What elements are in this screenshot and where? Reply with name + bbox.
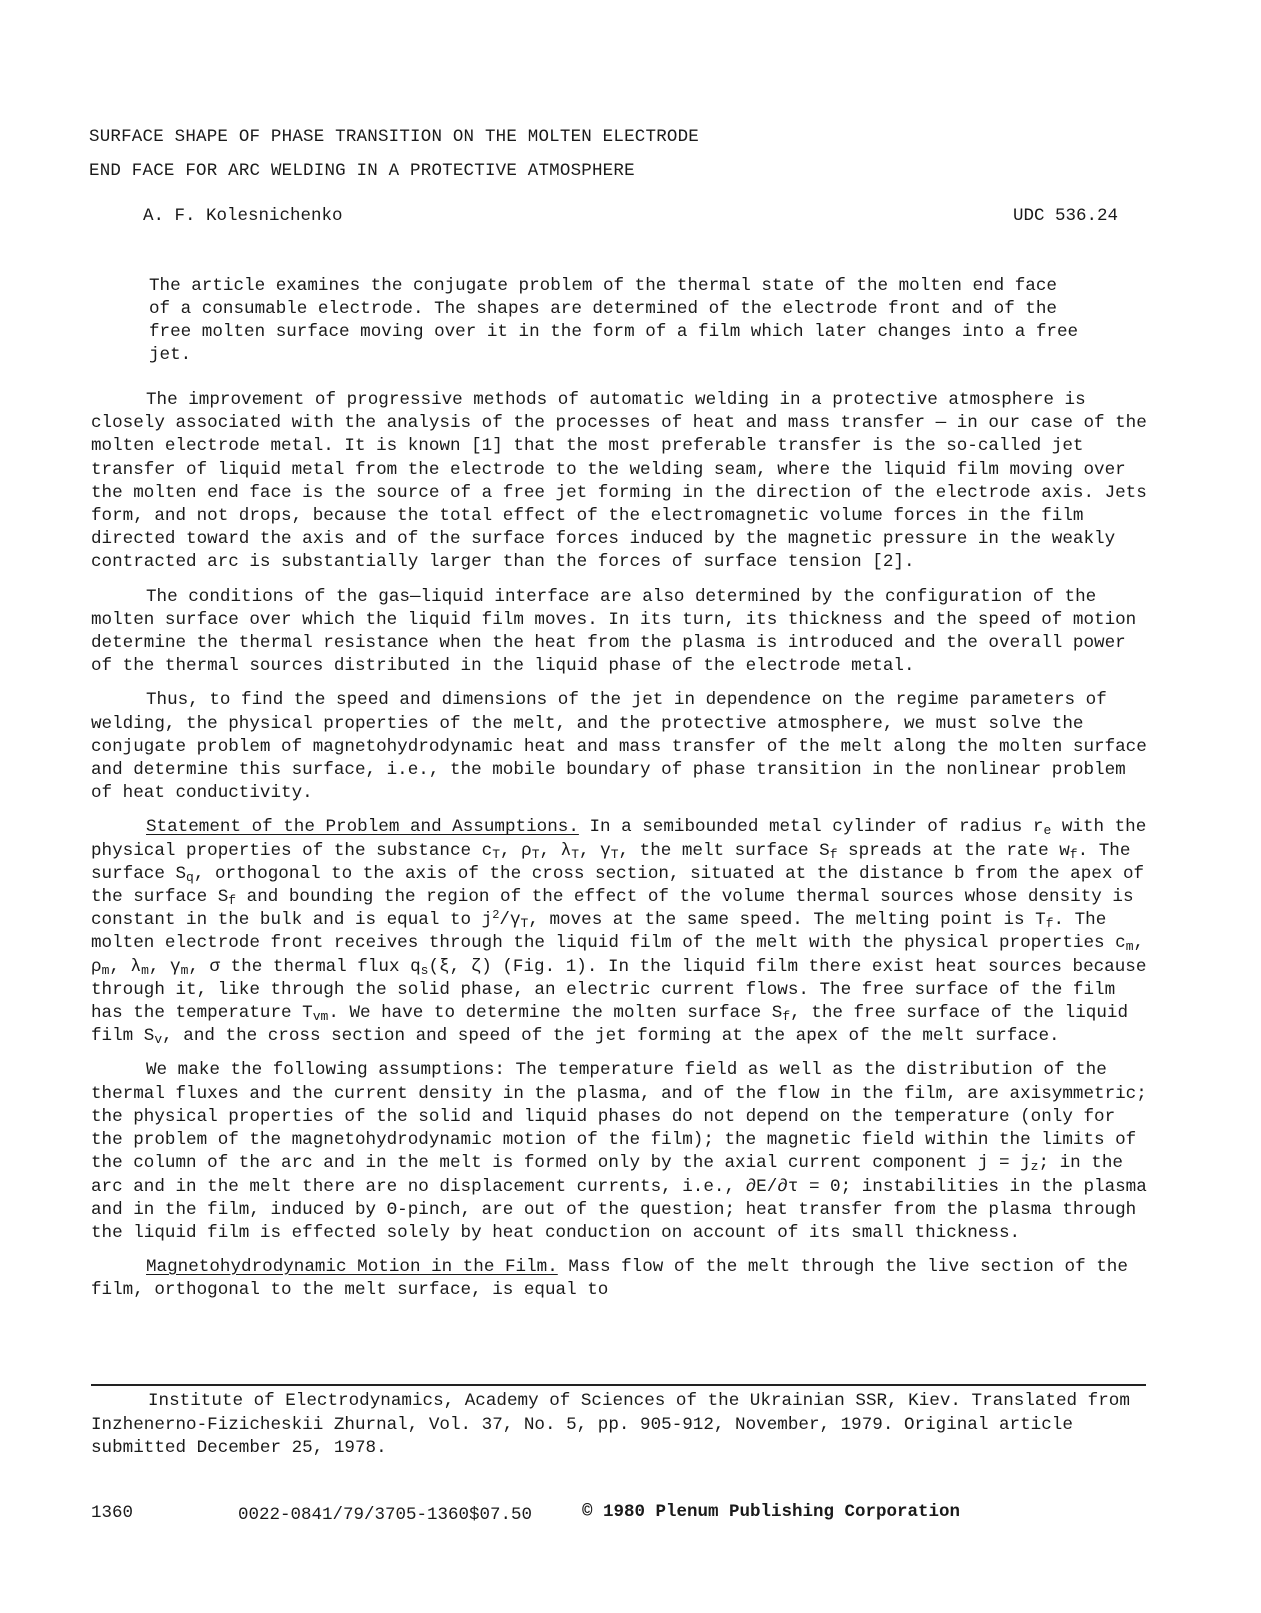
section-heading-problem: Statement of the Problem and Assumptions. [146,817,579,838]
paragraph-3: Thus, to find the speed and dimensions of the jet in dependence on the regime parameters of welding, the physical properties of the melt, and the protective atmosphere, we must solve the conjugate problem of magnetohydrodynamic heat and mass transfer of the melt along the molten surface and determine this surface, i.e., the mobile boundary of phase transition in the nonlinear problem of heat conductivity. [91,690,1147,804]
title-line-2: END FACE FOR ARC WELDING IN A PROTECTIVE ATMOSPHERE [89,161,635,181]
body-text [91,389,1153,1303]
udc-code: UDC 536.24 [1013,206,1119,226]
paragraph-1: The improvement of progressive methods of automatic welding in a protective atmosphere is closely associated with the analysis of the processes of heat and mass transfer — in our case of the molten electrode metal. It is known [1] that the most preferable transfer is the so-called jet transfer of liquid metal from the electrode to the welding seam, where the liquid film moving over the molten end face is the source of a free jet forming in the direction of the electrode axis. Jets form, and not drops, because the total effect of the electromagnetic volume forces in the film directed toward the axis and of the surface forces induced by the magnetic pressure in the weakly contracted arc is substantially larger than the forces of surface tension [2]. [91,390,1147,573]
paragraph-5: We make the following assumptions: The temperature field as well as the distribution of the thermal fluxes and the current density in the plasma, and of the flow in the film, are axisymmetric; the physical properties of the solid and liquid phases do not depend on the temperature (only for the problem of the magnetohydrodynamic motion of the film); the magnetic field within the limits of the column of the arc and in the melt is formed only by the axial current component $j = j_z$; in the arc and in the melt there are no displacement currents, i.e., ∂E/∂τ = 0; instabilities in the plasma and in the film, induced by Θ-pinch, are out of the question; heat transfer from the plasma through the liquid film is effected solely by heat conduction on account of its small thickness. [91,1060,1147,1243]
publisher-line: © 1980 Plenum Publishing Corporation [582,1502,961,1522]
journal-code: 0022-0841/79/3705-1360$07.50 [238,1505,533,1525]
title-line-1: SURFACE SHAPE OF PHASE TRANSITION ON THE MOLTEN ELECTRODE [89,127,699,147]
author: A. F. Kolesnichenko [143,206,343,226]
abstract: The article examines the conjugate problem of the thermal state of the molten end face of a consumable electrode. The shapes are determined of the electrode front and of the free molten surface moving over it in the form of a film which later changes into a free jet. [149,276,1079,365]
section-heading-mhd: Magnetohydrodynamic Motion in the Film. [146,1257,558,1278]
paragraph-4: Statement of the Problem and Assumptions. In a semibounded metal cylinder of radius $r_e$ with the physical properties of the substance $c_T$, $\rho_T$, $\lambda_T$, $\gamma_T$, the melt surface $S_f$ spreads at the rate $w_f$. The surface $S_q$, orthogonal to the axis of the cross section, situated at the distance b from the apex of the surface $S_f$ and bounding the region of the effect of the volume thermal sources whose density is constant in the bulk and is equal to $j^2/\gamma_T$, moves at the same speed. The melting point is $T_f$. The molten electrode front receives through the liquid film of the melt with the physical properties $c_m$, $\rho_m$, $\lambda_m$, $\gamma_m$, σ the thermal flux $q_s(\xi$, ζ) (Fig. 1). In the liquid film there exist heat sources because through it, like through the solid phase, an electric current flows. The free surface of the film has the temperature $T_{vm}$. We have to determine the molten surface $S_f$, the free surface of the liquid film $S_v$, and the cross section and speed of the jet forming at the apex of the melt surface. [91,817,1147,1048]
footnote-rule [91,1384,1146,1386]
footnote: Institute of Electrodynamics, Academy of Sciences of the Ukrainian SSR, Kiev. Translated from Inzhenerno-Fizicheskii Zhurnal, Vol. 37, No. 5, pp. 905-912, November, 1979. Original article submitted December 25, 1978. [91,1391,1130,1458]
page-number: 1360 [91,1503,134,1523]
paragraph-6: Magnetohydrodynamic Motion in the Film. Mass flow of the melt through the live section of the film, orthogonal to the melt surface, is equal to [91,1257,1128,1301]
paragraph-2: The conditions of the gas—liquid interface are also determined by the configuration of the molten surface over which the liquid film moves. In its turn, its thickness and the speed of motion determine the thermal resistance when the heat from the plasma is introduced and the overall power of the thermal sources distributed in the liquid phase of the electrode metal. [91,586,1137,677]
